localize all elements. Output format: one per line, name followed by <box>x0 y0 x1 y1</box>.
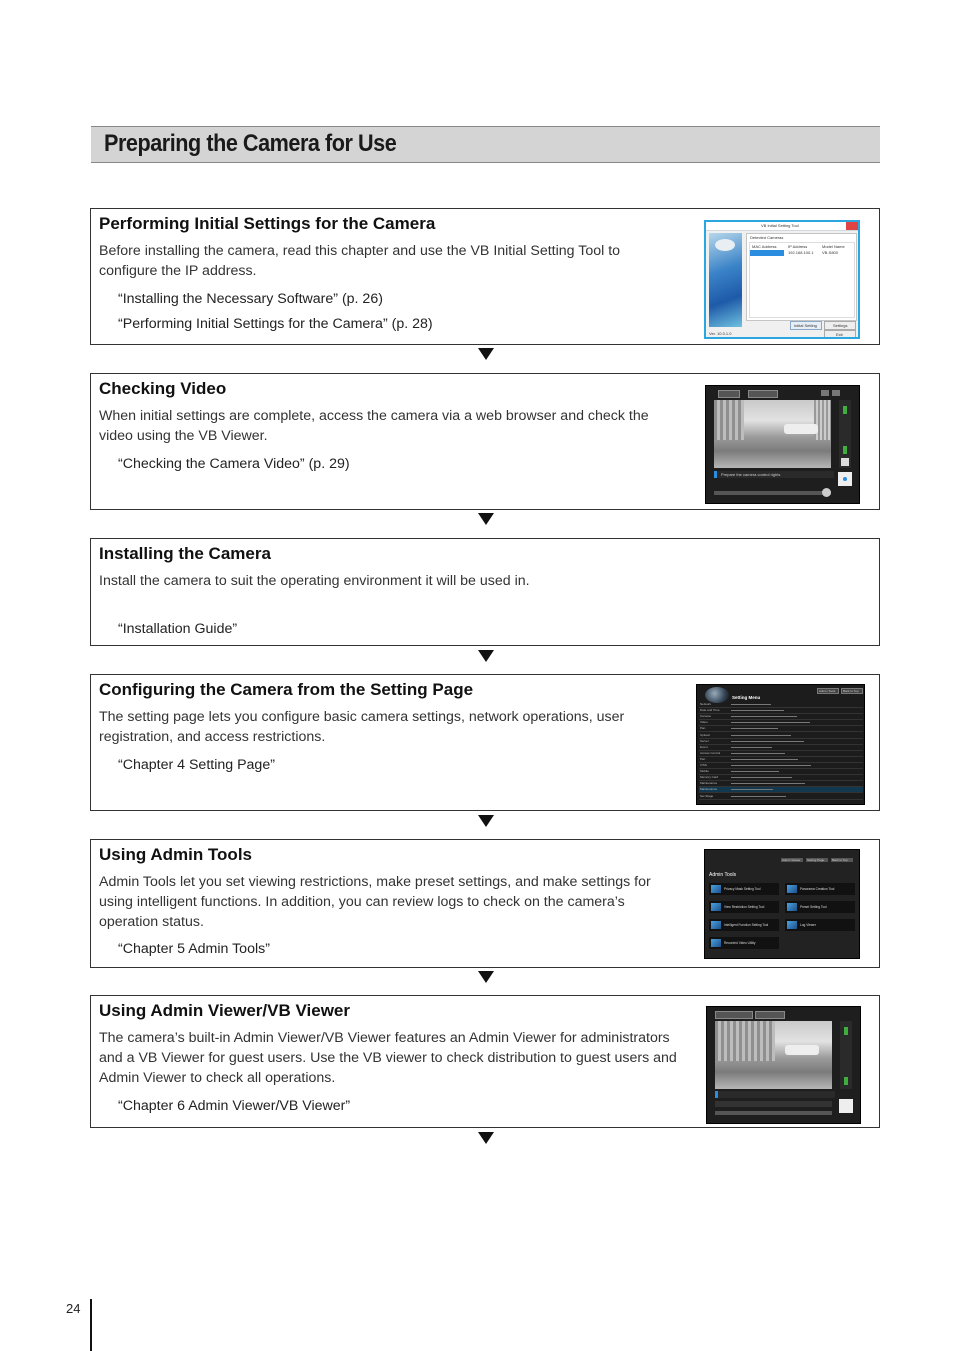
setting-menu-label: Pan <box>700 756 706 761</box>
step-initial-settings <box>90 208 880 345</box>
admin-tools-title: Admin Tools <box>709 872 737 878</box>
step-heading: Using Admin Viewer/VB Viewer <box>99 1001 350 1020</box>
control-button[interactable] <box>838 472 852 486</box>
setting-menu-description <box>731 753 785 754</box>
live-video-feed <box>715 1021 832 1089</box>
zoom-in-icon <box>843 406 847 414</box>
setting-menu-description <box>731 771 779 772</box>
setting-menu-label: Pan <box>700 726 706 731</box>
setting-menu-description <box>731 716 797 717</box>
viewer-toolbar <box>715 1101 832 1107</box>
detected-cameras-group <box>746 233 857 321</box>
setting-menu-item[interactable] <box>699 751 863 757</box>
column-header: Model Name <box>822 244 845 249</box>
step-reference: “Chapter 4 Setting Page” <box>118 757 275 773</box>
setting-menu-label: Network <box>700 702 712 706</box>
building-image <box>715 1021 775 1061</box>
tool-label: Log Viewer <box>800 923 816 927</box>
zoom-slider[interactable] <box>839 400 851 468</box>
setting-menu-description <box>731 796 786 797</box>
setting-menu-item[interactable] <box>699 720 863 726</box>
setting-menu-item[interactable] <box>699 739 863 745</box>
setting-menu-label: Maintenance <box>700 781 718 786</box>
setting-menu-label: Camera <box>700 714 711 719</box>
camera-select[interactable] <box>715 1011 753 1019</box>
slider-handle[interactable] <box>841 458 849 466</box>
tool-icon <box>787 921 797 929</box>
setting-menu-item[interactable] <box>699 714 863 720</box>
admin-tool-button[interactable] <box>709 937 779 949</box>
setting-menu-item[interactable] <box>699 794 863 800</box>
setting-menu-label: Server <box>700 738 709 743</box>
admin-tool-button[interactable] <box>785 883 855 895</box>
vehicle-image <box>784 424 818 434</box>
initial-setting-button[interactable]: Initial Setting <box>790 321 822 330</box>
fullscreen-icon[interactable] <box>821 390 829 396</box>
step-admin-viewer <box>90 995 880 1128</box>
setting-menu-description <box>731 741 804 742</box>
step-reference: “Installation Guide” <box>118 621 238 637</box>
setting-menu-description <box>731 710 784 711</box>
close-icon <box>846 222 858 230</box>
column-header: MAC Address <box>752 244 777 249</box>
setting-menu-label: Event <box>700 744 708 749</box>
control-notice-text: Prepare the camera control rights <box>721 472 781 477</box>
window-title: VB Initial Setting Tool <box>761 223 799 228</box>
building-image <box>714 400 744 440</box>
setting-menu-item[interactable] <box>699 781 863 787</box>
admin-tool-button[interactable] <box>709 883 779 895</box>
page-title: Preparing the Camera for Use <box>104 130 397 157</box>
step-heading: Configuring the Camera from the Setting Page <box>99 680 474 699</box>
tool-icon <box>711 921 721 929</box>
setting-menu-description <box>731 728 778 729</box>
tool-icon <box>711 903 721 911</box>
step-setting-page <box>90 674 880 811</box>
step-description: Install the camera to suit the operating environment it will be used in. <box>99 573 530 589</box>
zoom-out-icon <box>843 446 847 454</box>
step-heading: Checking Video <box>99 379 227 398</box>
building-image <box>814 400 831 440</box>
step-checking-video <box>90 373 880 510</box>
step-description: Before installing the camera, read this chapter and use the VB Initial Setting Tool to configure the IP address. <box>99 243 621 279</box>
setting-menu-label: Video <box>700 720 708 725</box>
setting-menu-title: Setting Menu <box>732 695 761 700</box>
exit-button[interactable]: Exit <box>824 330 856 339</box>
setting-menu-item[interactable] <box>699 745 863 751</box>
step-reference: “Performing Initial Settings for the Camera” (p. 28) <box>118 316 433 332</box>
live-video-feed <box>714 400 831 468</box>
setting-menu-description <box>731 722 810 723</box>
step-description: The camera’s built-in Admin Viewer/VB Viewer features an Admin Viewer for administrators and a VB Viewer for guest users. Use the VB viewer to check distribution to guest users and Admin Viewer to check all operations. <box>99 1030 677 1086</box>
step-heading: Installing the Camera <box>99 544 271 563</box>
setting-menu-label: IVSS <box>700 763 707 767</box>
setting-menu-item[interactable] <box>699 787 863 793</box>
flow-arrow-down-icon <box>478 1132 494 1144</box>
camera-icon <box>705 687 729 703</box>
setting-menu-description <box>731 783 805 784</box>
column-header: IP Address <box>788 244 808 249</box>
step-reference: “Checking the Camera Video” (p. 29) <box>118 456 350 472</box>
back-to-top-button[interactable]: Back to Top <box>831 858 853 862</box>
setting-menu-item[interactable] <box>699 708 863 714</box>
admin-viewer-button[interactable]: Admin Viewer <box>781 858 803 862</box>
version-label: Ver. 10.0.1.0 <box>709 331 732 336</box>
control-notice-bar <box>715 1091 835 1098</box>
admin-tool-button[interactable] <box>709 901 779 913</box>
setting-menu-item[interactable] <box>699 733 863 739</box>
admin-tool-button[interactable] <box>785 901 855 913</box>
slider-knob[interactable] <box>822 488 831 497</box>
menu-icon[interactable] <box>832 390 840 396</box>
flow-arrow-down-icon <box>478 513 494 525</box>
page-rule <box>90 1299 92 1351</box>
setting-menu-label: Access Control <box>700 750 721 755</box>
setting-menu-item[interactable] <box>699 769 863 775</box>
zoom-in-icon <box>844 1027 848 1035</box>
admin-viewer-screenshot <box>706 1006 861 1124</box>
admin-tools-screenshot <box>704 849 860 959</box>
window-titlebar <box>706 222 858 231</box>
back-to-top-button[interactable]: Back to Top <box>841 688 863 694</box>
tool-icon <box>711 939 721 947</box>
tool-grid <box>709 883 859 955</box>
tool-icon <box>787 885 797 893</box>
setting-menu-label: Date and Time <box>700 708 720 713</box>
tool-label: Preset Setting Tool <box>800 905 827 909</box>
vehicle-image <box>785 1045 819 1055</box>
camera-select[interactable] <box>718 390 740 398</box>
setting-page-screenshot <box>696 684 865 805</box>
tool-label: Panorama Creation Tool <box>800 887 835 891</box>
table-cell: VB-S800 <box>822 250 839 255</box>
timeline-bar[interactable] <box>715 1111 832 1115</box>
step-reference: “Installing the Necessary Software” (p. 26) <box>118 291 383 307</box>
setting-menu-label: Upload <box>700 732 710 737</box>
tool-label: Privacy Mask Setting Tool <box>724 887 761 891</box>
setting-menu-label: Maintenance <box>700 787 718 792</box>
setting-menu-list <box>699 702 863 802</box>
setting-menu-label: Set Stage <box>700 793 714 798</box>
video-size-select[interactable] <box>748 390 778 398</box>
vb-viewer-screenshot <box>705 385 860 504</box>
step-reference: “Chapter 5 Admin Tools” <box>118 941 270 957</box>
camera-illustration <box>709 233 742 327</box>
initial-setting-tool-screenshot <box>704 220 860 339</box>
tool-icon <box>711 885 721 893</box>
control-button[interactable] <box>839 1099 853 1113</box>
setting-menu-item[interactable] <box>699 763 863 769</box>
setting-menu-item[interactable] <box>699 702 863 708</box>
flow-arrow-down-icon <box>478 971 494 983</box>
setting-menu-item[interactable] <box>699 775 863 781</box>
step-heading: Performing Initial Settings for the Camera <box>99 214 436 233</box>
setting-menu-description <box>731 704 771 705</box>
step-heading: Using Admin Tools <box>99 845 252 864</box>
tool-label: View Restriction Setting Tool <box>724 905 765 909</box>
video-size-select[interactable] <box>755 1011 785 1019</box>
zoom-out-icon <box>844 1077 848 1085</box>
setting-menu-item[interactable] <box>699 726 863 732</box>
step-description: Admin Tools let you set viewing restrictions, make preset settings, and make settings for using intelligent functions. In addition, you can review logs to check on the camera’s operation status. <box>99 874 651 930</box>
section-title-bar <box>91 126 880 163</box>
setting-menu-item[interactable] <box>699 757 863 763</box>
zoom-slider[interactable] <box>840 1021 852 1089</box>
table-cell: 192.168.100.1 <box>788 250 814 255</box>
setting-menu-label: Memory Card <box>700 775 719 780</box>
setting-menu-description <box>731 765 811 766</box>
selected-row[interactable] <box>750 250 784 256</box>
control-notice-bar <box>714 471 834 478</box>
step-description: The setting page lets you configure basic camera settings, network operations, user registration, and access restrictions. <box>99 709 625 745</box>
step-admin-tools <box>90 839 880 968</box>
step-installing-camera <box>90 538 880 646</box>
setting-menu-description <box>731 789 773 790</box>
group-label: Detected Cameras <box>750 235 784 240</box>
flow-arrow-down-icon <box>478 650 494 662</box>
step-description: When initial settings are complete, access the camera via a web browser and check the video using the VB Viewer. <box>99 408 649 444</box>
setting-menu-label: Mobile <box>700 769 709 774</box>
setting-menu-description <box>731 777 792 778</box>
page-number: 24 <box>66 1301 81 1316</box>
tool-label: Intelligent Function Setting Tool <box>724 923 769 927</box>
admin-tool-button[interactable] <box>785 919 855 931</box>
setting-menu-description <box>731 735 791 736</box>
setting-page-button[interactable]: Setting Page <box>806 858 828 862</box>
flow-arrow-down-icon <box>478 348 494 360</box>
timeline-bar[interactable] <box>714 491 831 495</box>
flow-arrow-down-icon <box>478 815 494 827</box>
tool-label: Recorded Video Utility <box>724 941 756 945</box>
setting-menu-description <box>731 747 772 748</box>
tool-icon <box>787 903 797 911</box>
admin-tool-button[interactable] <box>709 919 779 931</box>
settings-button[interactable]: Settings <box>824 321 856 330</box>
setting-menu-description <box>731 759 798 760</box>
control-dot-icon <box>843 477 847 481</box>
step-reference: “Chapter 6 Admin Viewer/VB Viewer” <box>118 1098 351 1114</box>
camera-icon <box>715 239 735 251</box>
camera-list[interactable] <box>749 242 855 318</box>
admin-tools-button[interactable]: Admin Tools <box>817 688 839 694</box>
